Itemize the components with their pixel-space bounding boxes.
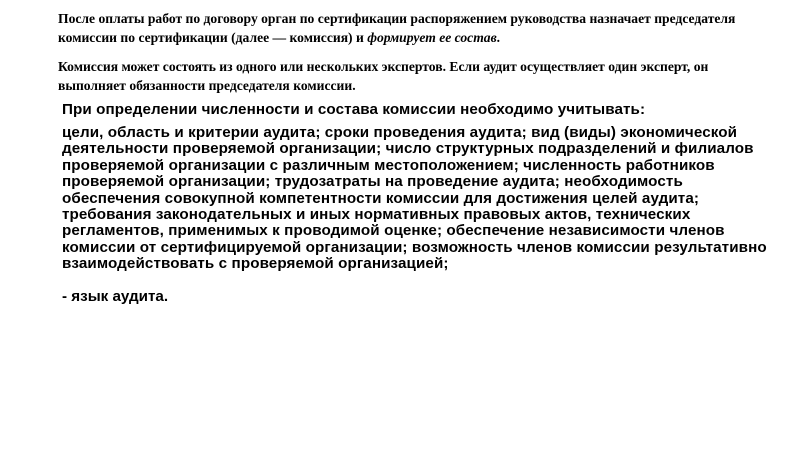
paragraph-commission-appointment-emphasis: формирует ее состав — [367, 29, 497, 45]
paragraph-audit-language: - язык аудита. — [62, 287, 169, 305]
paragraph-commission-appointment-end: . — [496, 29, 501, 45]
paragraph-commission-experts: Комиссия может состоять из одного или нескольких экспертов. Если аудит осуществляет один эксперт, он выполняет обязанности председателя комиссии. — [58, 59, 709, 93]
paragraph-commission-appointment-text: После оплаты работ по договору орган по сертификации распоряжением руководства назначает председателя комиссии по сертификации (далее — комиссия) и — [58, 11, 736, 45]
paragraph-criteria-list: цели, область и критерии аудита; сроки проведения аудита; вид (виды) экономической деятельности проверяемой организации; число структурных подразделений и филиалов проверяемой организации с различным местоположением; численность работников проверяемой организации; трудозатраты на проведение аудита; необходимость обеспечения совокупной компетентности комиссии для достижения целей аудита; требования законодательных и иных нормативных правовых актов, технических регламентов, применимых к проводимой оценке; обеспечение независимости членов комиссии от сертифицируемой организации; возможность членов комиссии результативно взаимодействовать с проверяемой организацией; — [62, 124, 767, 273]
paragraph-criteria-heading: При определении численности и состава комиссии необходимо учитывать: — [62, 101, 646, 118]
paragraph-commission-appointment — [58, 10, 770, 47]
